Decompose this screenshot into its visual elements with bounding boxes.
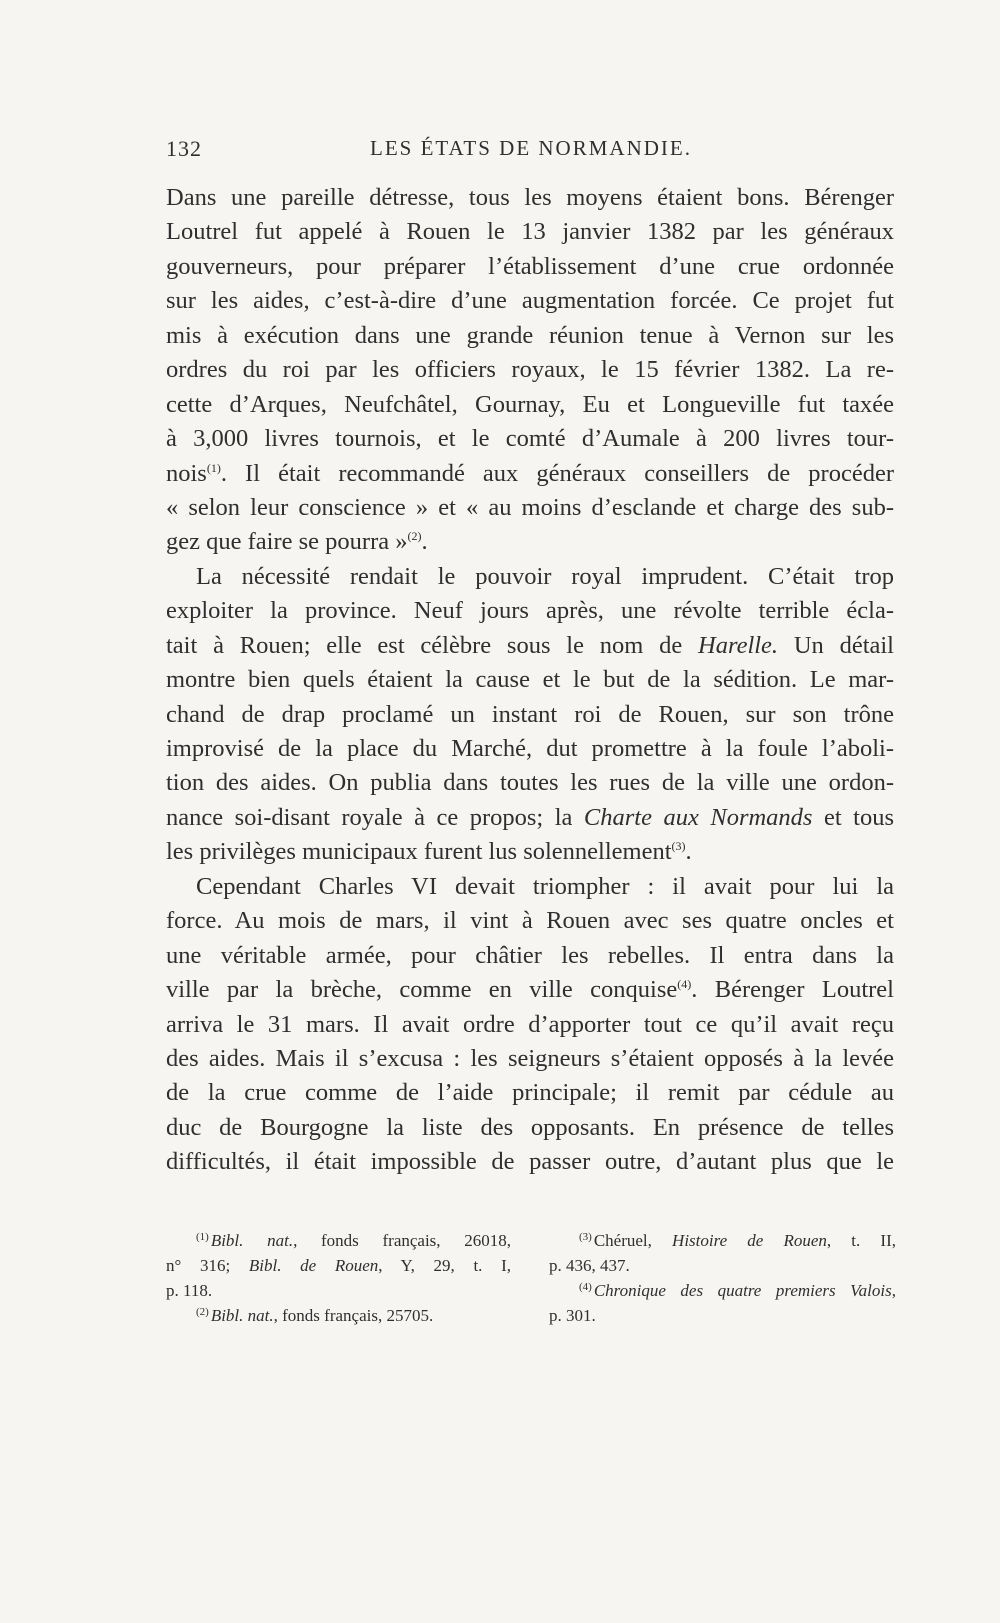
text-run: à 3,000 livres tournois, et le comté d’Aumale à 200 livres tour- [166, 425, 894, 453]
footnote-reference[interactable]: (4) [677, 977, 692, 992]
text-run: . Il était recommandé aux généraux conseillers de procéder [220, 459, 894, 487]
text-line [166, 525, 894, 559]
text-run: gez que faire se pourra » [166, 528, 408, 556]
text-line [166, 560, 894, 594]
text-line [166, 1008, 894, 1042]
text-run: nance soi-disant royale à ce propos; la [166, 803, 584, 831]
text-run: gouverneurs, pour préparer l’établissement d’une crue ordonnée [166, 252, 894, 280]
footnote-reference[interactable]: (3) [671, 839, 686, 854]
text-run: . [685, 838, 692, 866]
text-line [166, 732, 894, 766]
footnote-line [166, 1278, 511, 1303]
text-line [166, 181, 894, 215]
text-line [166, 422, 894, 456]
text-line [166, 319, 894, 353]
text-run: Un détail [778, 631, 894, 659]
italic-text: Bibl. nat. [210, 1231, 294, 1250]
footnote-reference[interactable]: (2) [407, 529, 422, 544]
footnote-number: (3) [579, 1231, 592, 1243]
text-run: montre bien quels étaient la cause et le but de la sédition. Le mar- [166, 666, 894, 694]
text-run: improvisé de la place du Marché, dut promettre à la foule l’aboli- [166, 735, 894, 762]
text-run: duc de Bourgogne la liste des opposants. En présence de telles [166, 1113, 894, 1141]
text-line [166, 904, 894, 938]
text-run: de la crue comme de l’aide principale; il remit par cédule au [166, 1079, 894, 1107]
italic-text: Chronique des quatre premiers Valois [593, 1281, 892, 1300]
text-run: difficultés, il était impossible de passer outre, d’autant plus que le [166, 1148, 894, 1176]
text-run: . Bérenger Loutrel [691, 976, 894, 1004]
text-run: , Y, 29, t. I, [378, 1256, 511, 1275]
text-run: et tous [812, 803, 894, 831]
text-run: tait à Rouen; elle est célèbre sous le nom de [166, 631, 698, 659]
text-run: chand de drap proclamé un instant roi de Rouen, sur son trône [166, 700, 894, 728]
italic-text: Bibl. nat. [210, 1306, 274, 1325]
text-run: les privilèges municipaux furent lus solennellement [166, 838, 672, 866]
text-run: cette d’Arques, Neufchâtel, Gournay, Eu et Longueville fut taxée [166, 390, 894, 418]
text-line [166, 698, 894, 732]
footnotes-left-column [166, 1228, 511, 1328]
italic-text: Bibl. de Rouen [248, 1256, 379, 1275]
text-run: n° 316; [166, 1256, 249, 1275]
text-run: tion des aides. On publia dans toutes les rues de la ville une ordon- [166, 769, 894, 797]
footnote-line [166, 1253, 511, 1278]
text-run: Dans une pareille détresse, tous les moyens étaient bons. Bérenger [166, 184, 894, 211]
footnote-line [549, 1253, 896, 1278]
text-line [166, 801, 894, 835]
footnote-number: (1) [196, 1231, 209, 1243]
text-run: ordres du roi par les officiers royaux, le 15 février 1382. La re- [166, 356, 894, 384]
text-line [166, 939, 894, 973]
text-line [166, 1076, 894, 1110]
text-run: , [891, 1281, 896, 1300]
footnote-number: (2) [196, 1306, 209, 1318]
text-line [166, 284, 894, 318]
footnotes-right-column [549, 1228, 896, 1328]
footnotes [166, 1228, 896, 1348]
text-run: ville par la brèche, comme en ville conquise [166, 976, 678, 1004]
text-line [166, 663, 894, 697]
text-line [166, 250, 894, 284]
text-run: une véritable armée, pour châtier les rebelles. Il entra dans la [166, 941, 894, 969]
text-line [166, 766, 894, 800]
footnote-line [166, 1228, 511, 1253]
text-line [166, 491, 894, 525]
text-line [166, 388, 894, 422]
footnote-line [166, 1303, 511, 1328]
text-run: des aides. Mais il s’excusa : les seigneurs s’étaient opposés à la levée [166, 1044, 894, 1072]
text-line [166, 594, 894, 628]
text-line [166, 457, 894, 491]
text-line [166, 1042, 894, 1076]
text-run: exploiter la province. Neuf jours après, une révolte terrible écla- [166, 597, 894, 625]
text-run: p. 436, 437. [549, 1256, 630, 1275]
text-line [166, 835, 894, 869]
text-run: force. Au mois de mars, il vint à Rouen avec ses quatre oncles et [166, 907, 894, 935]
text-line [166, 629, 894, 663]
text-line [166, 1145, 894, 1179]
text-run: , fonds français, 25705. [273, 1306, 434, 1325]
footnote-number: (4) [579, 1281, 592, 1293]
text-run: . [421, 528, 428, 556]
text-run: p. 118. [166, 1281, 213, 1300]
text-run: arriva le 31 mars. Il avait ordre d’apporter tout ce qu’il avait reçu [166, 1010, 894, 1038]
footnote-reference[interactable]: (1) [206, 460, 221, 475]
text-line [166, 1111, 894, 1145]
text-line [166, 870, 894, 904]
text-run: p. 301. [549, 1306, 596, 1325]
italic-text: Harelle. [698, 631, 779, 659]
text-run: sur les aides, c’est-à-dire d’une augmentation forcée. Ce projet fut [166, 287, 894, 315]
body-text [166, 181, 894, 1180]
running-title: LES ÉTATS DE NORMANDIE. [370, 136, 692, 160]
text-run: Chéruel, [593, 1231, 673, 1250]
italic-text: Histoire de Rouen [672, 1231, 827, 1250]
text-run: , fonds français, 26018, [293, 1231, 511, 1250]
footnote-line [549, 1303, 896, 1328]
text-run: , t. II, [826, 1231, 896, 1250]
page-header [166, 136, 896, 166]
text-run: nois [166, 459, 207, 487]
text-line [166, 215, 894, 249]
text-run: mis à exécution dans une grande réunion tenue à Vernon sur les [166, 321, 894, 349]
text-run: Cependant Charles VI devait triompher : il avait pour lui la [196, 872, 894, 900]
footnote-line [549, 1228, 896, 1253]
text-run: La nécessité rendait le pouvoir royal imprudent. C’était trop [196, 562, 894, 590]
text-run: « selon leur conscience » et « au moins d’esclande et charge des sub- [166, 493, 894, 521]
text-line [166, 973, 894, 1007]
text-line [166, 353, 894, 387]
page-number: 132 [166, 136, 202, 161]
footnote-line [549, 1278, 896, 1303]
italic-text: Charte aux Normands [583, 803, 813, 831]
text-run: Loutrel fut appelé à Rouen le 13 janvier 1382 par les généraux [166, 218, 894, 246]
